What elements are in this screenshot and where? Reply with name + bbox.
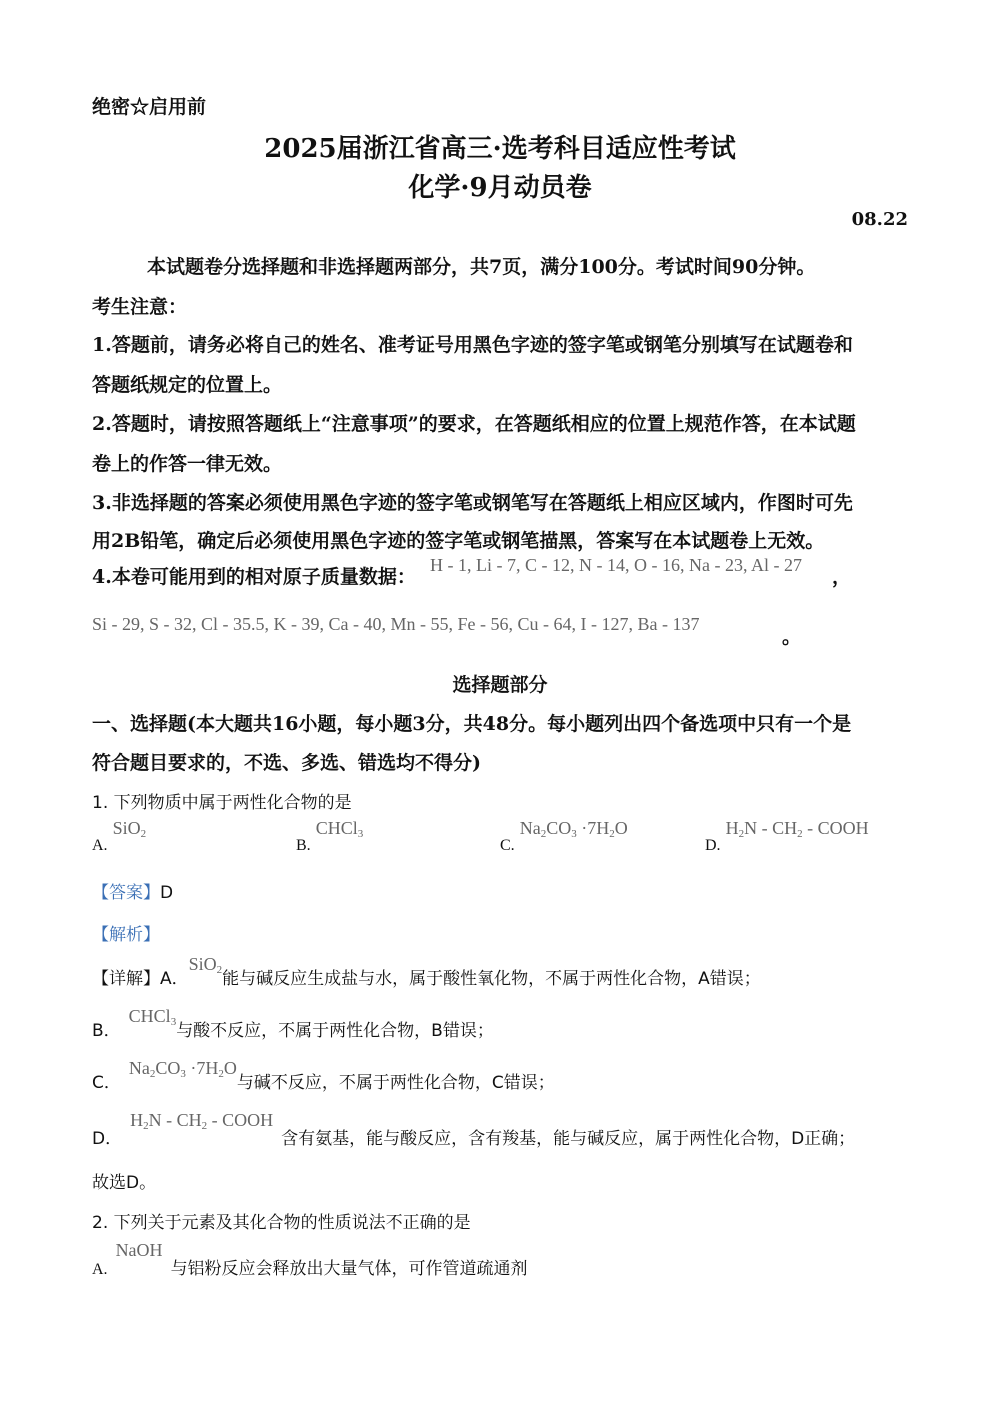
option-letter: C. bbox=[500, 837, 515, 854]
formula: SiO$_2$ bbox=[188, 954, 223, 976]
section-heading-line1: 一、选择题(本大题共16小题，每小题3分，共48分。每小题列出四个备选项中只有一个是 bbox=[92, 713, 852, 735]
q1-stem: 1. 下列物质中属于两性化合物的是 bbox=[92, 793, 352, 813]
notice-item1-line2: 答题纸规定的位置上。 bbox=[92, 374, 283, 396]
option-letter: A. bbox=[92, 837, 108, 854]
notice-item3-line1: 3.非选择题的答案必须使用黑色字迹的签字笔或钢笔写在答题纸上相应区域内，作图时可先 bbox=[92, 492, 853, 514]
notice-heading: 考生注意： bbox=[92, 296, 188, 318]
q2-option-a: A.NaOH与铝粉反应会释放出大量气体，可作管道疏通剂 bbox=[92, 1240, 528, 1279]
option-formula: CHCl$_3$ bbox=[315, 818, 364, 840]
detail-d: D．$H_2N - CH_2$ - COOH含有氨基，能与酸反应，含有羧基，能与碱反应，属于两性化合物，D正确； bbox=[92, 1110, 856, 1149]
option-formula: $H_2N - CH_2$ - COOH bbox=[725, 818, 869, 840]
formula: $Na_2CO_3 \cdot 7H_2O$ bbox=[128, 1058, 237, 1080]
atomic-masses-line2: Si - 29, S - 32, Cl - 35.5, K - 39, Ca - 40, Mn - 55, Fe - 56, Cu - 64, I - 127, Ba - 137 bbox=[92, 614, 700, 634]
option-letter: B. bbox=[296, 837, 311, 854]
notice-item2-line2: 卷上的作答一律无效。 bbox=[92, 453, 283, 475]
notice-item2-line1: 2.答题时，请按照答题纸上“注意事项”的要求，在答题纸相应的位置上规范作答，在本试题 bbox=[92, 413, 856, 435]
section-heading-line2: 符合题目要求的，不选、多选、错选均不得分) bbox=[92, 752, 481, 774]
answer-tag: 【答案】 bbox=[92, 883, 160, 903]
formula: CHCl$_3$ bbox=[128, 1006, 177, 1028]
detail-b: B．CHCl$_3$与酸不反应，不属于两性化合物，B错误； bbox=[92, 1006, 494, 1041]
q1-option-c bbox=[500, 818, 628, 854]
q1-option-a bbox=[92, 818, 147, 854]
option-formula: SiO$_2$ bbox=[112, 818, 147, 840]
option-formula: $Na_2CO_3 \cdot 7H_2O$ bbox=[519, 818, 628, 840]
section-title: 选择题部分 bbox=[452, 674, 548, 696]
option-letter: D. bbox=[705, 837, 721, 854]
detail-c: C．$Na_2CO_3 \cdot 7H_2O$与碱不反应，不属于两性化合物，C错误； bbox=[92, 1058, 555, 1093]
exam-subtitle: 化学·9月动员卷 bbox=[408, 173, 592, 203]
confidential-label: 绝密☆启用前 bbox=[92, 96, 207, 118]
atomic-masses-comma: ， bbox=[832, 566, 852, 588]
atomic-masses-line1: H - 1, Li - 7, C - 12, N - 14, O - 16, Na - 23, Al - 27 bbox=[430, 555, 802, 575]
exam-title: 2025届浙江省高三·选考科目适应性考试 bbox=[264, 134, 736, 164]
q1-option-d bbox=[705, 818, 869, 854]
q1-option-b bbox=[296, 818, 364, 854]
exam-date: 08.22 bbox=[851, 209, 908, 230]
formula: NaOH bbox=[115, 1240, 163, 1260]
analysis-tag: 【解析】 bbox=[92, 925, 160, 945]
q1-answer bbox=[92, 878, 173, 903]
notice-item4-label: 4.本卷可能用到的相对原子质量数据： bbox=[92, 566, 416, 588]
atomic-masses-period: 。 bbox=[782, 626, 802, 648]
q1-conclusion: 故选D。 bbox=[92, 1173, 157, 1193]
q2-stem: 2. 下列关于元素及其化合物的性质说法不正确的是 bbox=[92, 1213, 471, 1233]
notice-item1-line1: 1.答题前，请务必将自己的姓名、准考证号用黑色字迹的签字笔或钢笔分别填写在试题卷和 bbox=[92, 334, 853, 356]
intro-text: 本试题卷分选择题和非选择题两部分，共7页，满分100分。考试时间90分钟。 bbox=[147, 256, 816, 278]
detail-a: 【详解】A．SiO$_2$能与碱反应生成盐与水，属于酸性氧化物，不属于两性化合物，A错误； bbox=[92, 954, 761, 989]
notice-item3-line2: 用2B铅笔，确定后必须使用黑色字迹的签字笔或钢笔描黑，答案写在本试题卷上无效。 bbox=[92, 530, 825, 552]
answer-value: D bbox=[160, 883, 174, 903]
formula: $H_2N - CH_2$ - COOH bbox=[130, 1110, 274, 1132]
